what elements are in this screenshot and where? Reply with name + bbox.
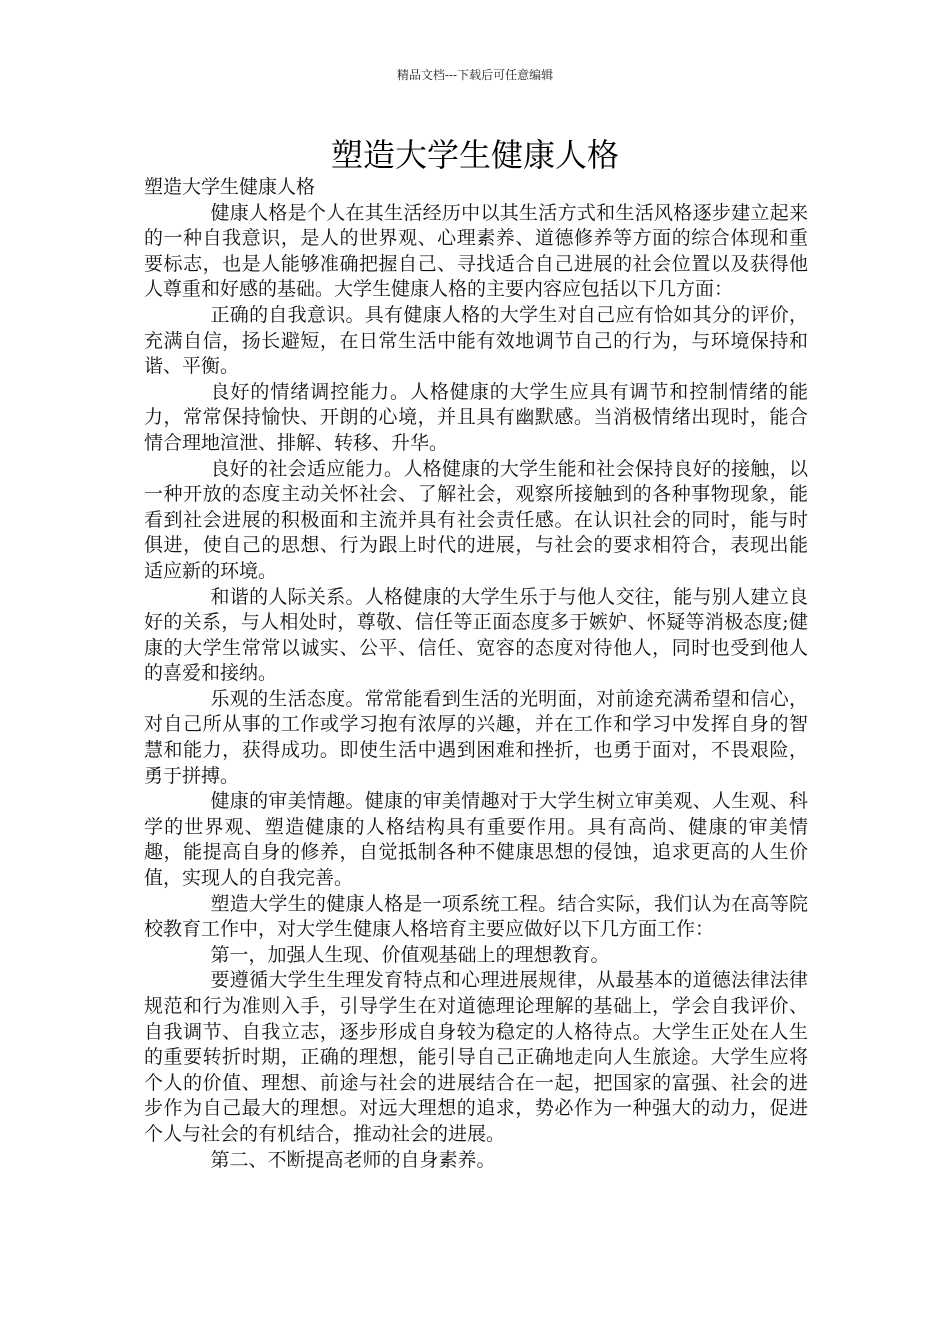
paragraph: 塑造大学生的健康人格是一项系统工程。结合实际，我们认为在高等院校教育工作中，对大学生健康人格培育主要应做好以下几方面工作： bbox=[144, 892, 808, 941]
paragraph: 乐观的生活态度。常常能看到生活的光明面，对前途充满希望和信心，对自己所从事的工作或学习抱有浓厚的兴趣，并在工作和学习中发挥自身的智慧和能力，获得成功。即使生活中遇到困难和挫折，也勇于面对，不畏艰险，勇于拼搏。 bbox=[144, 687, 808, 787]
document-title: 塑造大学生健康人格 bbox=[330, 136, 619, 174]
paragraph: 要遵循大学生生理发育特点和心理进展规律，从最基本的道德法律法律规范和行为准则入手，引导学生在对道德理论理解的基础上，学会自我评价、自我调节、自我立志，逐步形成自身较为稳定的人格待点。大学生正处在人生的重要转折时期，正确的理想，能引导自己正确地走向人生旅途。大学生应将个人的价值、理想、前途与社会的进展结合在一起，把国家的富强、社会的进步作为自己最大的理想。对远大理想的追求，势必作为一种强大的动力，促进个人与社会的有机结合，推动社会的进展。 bbox=[144, 969, 808, 1145]
paragraph: 健康的审美情趣。健康的审美情趣对于大学生树立审美观、人生观、科学的世界观、塑造健康的人格结构具有重要作用。具有高尚、健康的审美情趣，能提高自身的修养，自觉抵制各种不健康思想的侵蚀，追求更高的人生价值，实现人的自我完善。 bbox=[144, 790, 808, 890]
paragraph: 和谐的人际关系。人格健康的大学生乐于与他人交往，能与别人建立良好的关系，与人相处时，尊敬、信任等正面态度多于嫉妒、怀疑等消极态度;健康的大学生常常以诚实、公平、信任、宽容的态度对待他人，同时也受到他人的喜爱和接纳。 bbox=[144, 585, 808, 685]
paragraph: 正确的自我意识。具有健康人格的大学生对自己应有恰如其分的评价，充满自信，扬长避短，在日常生活中能有效地调节自己的行为，与环境保持和谐、平衡。 bbox=[144, 303, 808, 378]
paragraph: 良好的情绪调控能力。人格健康的大学生应具有调节和控制情绪的能力，常常保持愉快、开朗的心境，并且具有幽默感。当消极情绪出现时，能合情合理地渲泄、排解、转移、升华。 bbox=[144, 380, 808, 454]
paragraph: 良好的社会适应能力。人格健康的大学生能和社会保持良好的接触，以一种开放的态度主动关怀社会、了解社会，观察所接触到的各种事物现象，能看到社会进展的积极面和主流并具有社会责任感。在认识社会的同时，能与时俱进，使自己的思想、行为跟上时代的进展，与社会的要求相符合，表现出能适应新的环境。 bbox=[144, 457, 808, 582]
paragraph: 第二、不断提高老师的自身素养。 bbox=[210, 1148, 496, 1171]
paragraph: 健康人格是个人在其生活经历中以其生活方式和生活风格逐步建立起来的一种自我意识，是人的世界观、心理素养、道德修养等方面的综合体现和重要标志，也是人能够准确把握自己、寻找适合自己进展的社会位置以及获得他人尊重和好感的基础。大学生健康人格的主要内容应包括以下几方面： bbox=[144, 201, 808, 301]
paragraph: 第一，加强人生现、价值观基础上的理想教育。 bbox=[210, 943, 610, 966]
header-note: 精品文档---下载后可任意编辑 bbox=[396, 68, 554, 82]
document-subtitle: 塑造大学生健康人格 bbox=[144, 176, 316, 198]
document-body bbox=[144, 175, 808, 1173]
